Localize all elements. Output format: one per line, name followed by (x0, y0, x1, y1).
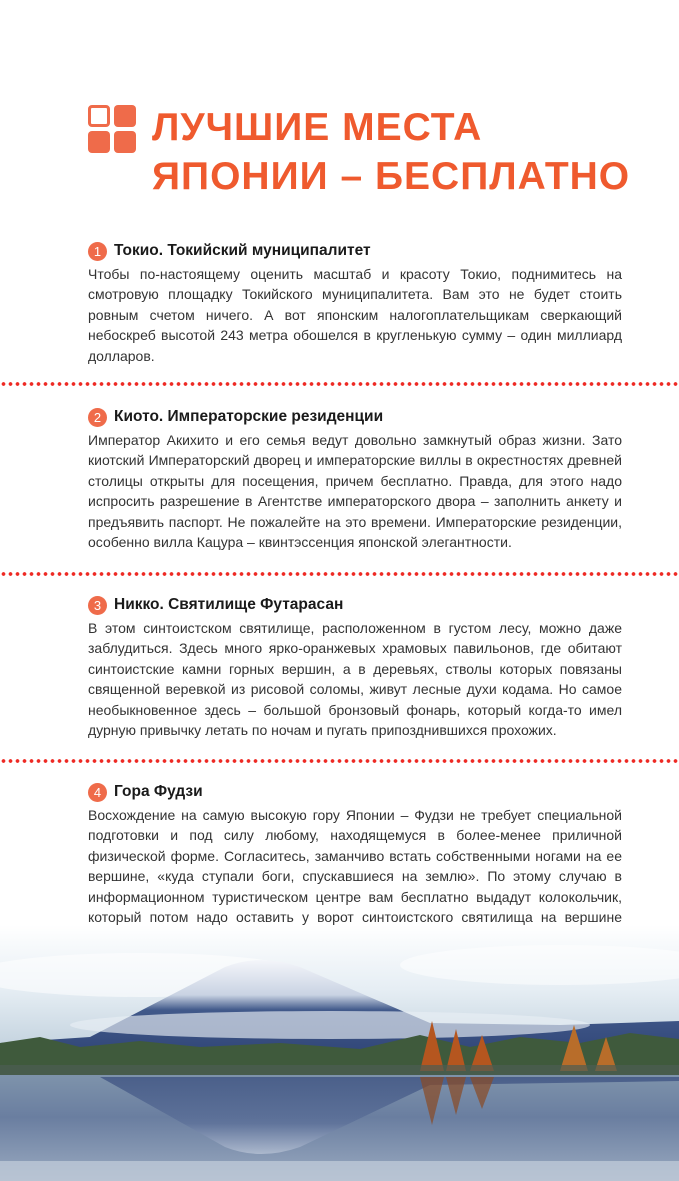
page-header (88, 103, 630, 201)
section-title: Никко. Святилище Футарасан (114, 596, 344, 613)
section-text: Восхождение на самую высокую гору Японии – Фудзи не требует специальной подготовки и под силу любому, находящемуся в более-менее приличной физической форме. Согласитесь, заманчиво встать собственными ногами на ее вершине, «куда ступали боги, спускавшиеся на землю». По этому случаю в информационном туристическом центре вам бесплатно выдадут колокольчик, который потом надо оставить у ворот синтоистского святилища на вершине (88, 807, 622, 926)
section-number-badge: 4 (88, 783, 107, 802)
section-tokyo (88, 240, 622, 366)
section-number-badge: 1 (88, 242, 107, 261)
grid-logo-icon (88, 105, 136, 153)
section-title: Токио. Токийский муниципалитет (114, 242, 371, 259)
title-line-1: ЛУЧШИЕ МЕСТА (152, 106, 483, 149)
dotted-divider (0, 572, 679, 576)
page-title (152, 103, 630, 201)
section-title: Гора Фудзи (114, 783, 203, 800)
section-number-badge: 3 (88, 596, 107, 615)
section-text: Чтобы по-настоящему оценить масштаб и красоту Токио, поднимитесь на смотровую площадку Токийского муниципалитета. Вам это не будет стоить ровным счетом ничего. А вот японским налогоплательщикам сверкающий небоскреб высотой 243 метра обошелся в кругленькую сумму – один миллиард долларов. (88, 266, 622, 364)
section-nikko (88, 594, 622, 740)
section-kyoto (88, 406, 622, 552)
mount-fuji-photo (0, 925, 679, 1181)
section-number-badge: 2 (88, 408, 107, 427)
section-title: Киото. Императорские резиденции (114, 408, 384, 425)
section-text: В этом синтоистском святилище, расположенном в густом лесу, можно даже заблудиться. Здесь много ярко-оранжевых храмовых павильонов, где обитают синтоистские камни горных вершин, а в деревьях, стволы которых повязаны священной веревкой из рисовой соломы, живут лесные духи кодама. Но самое необыкновенное здесь – большой бронзовый фонарь, который когда-то имел дурную привычку летать по ночам и пугать припозднившихся прохожих. (88, 620, 622, 739)
section-fuji (88, 781, 622, 948)
section-text: Император Акихито и его семья ведут довольно замкнутый образ жизни. Зато киотский Императорский дворец и императорские виллы в окрестностях древней столицы открыты для посещения, причем бесплатно. Правда, для этого надо испросить разрешение в Агентстве императорского двора – заполнить анкету и предъявить паспорт. Не пожалейте на это времени. Императорские резиденции, особенно вилла Кацура – квинтэссенция японской элегантности. (88, 432, 622, 551)
title-line-2: ЯПОНИИ – БЕСПЛАТНО (152, 155, 631, 198)
dotted-divider (0, 382, 679, 386)
dotted-divider (0, 759, 679, 763)
